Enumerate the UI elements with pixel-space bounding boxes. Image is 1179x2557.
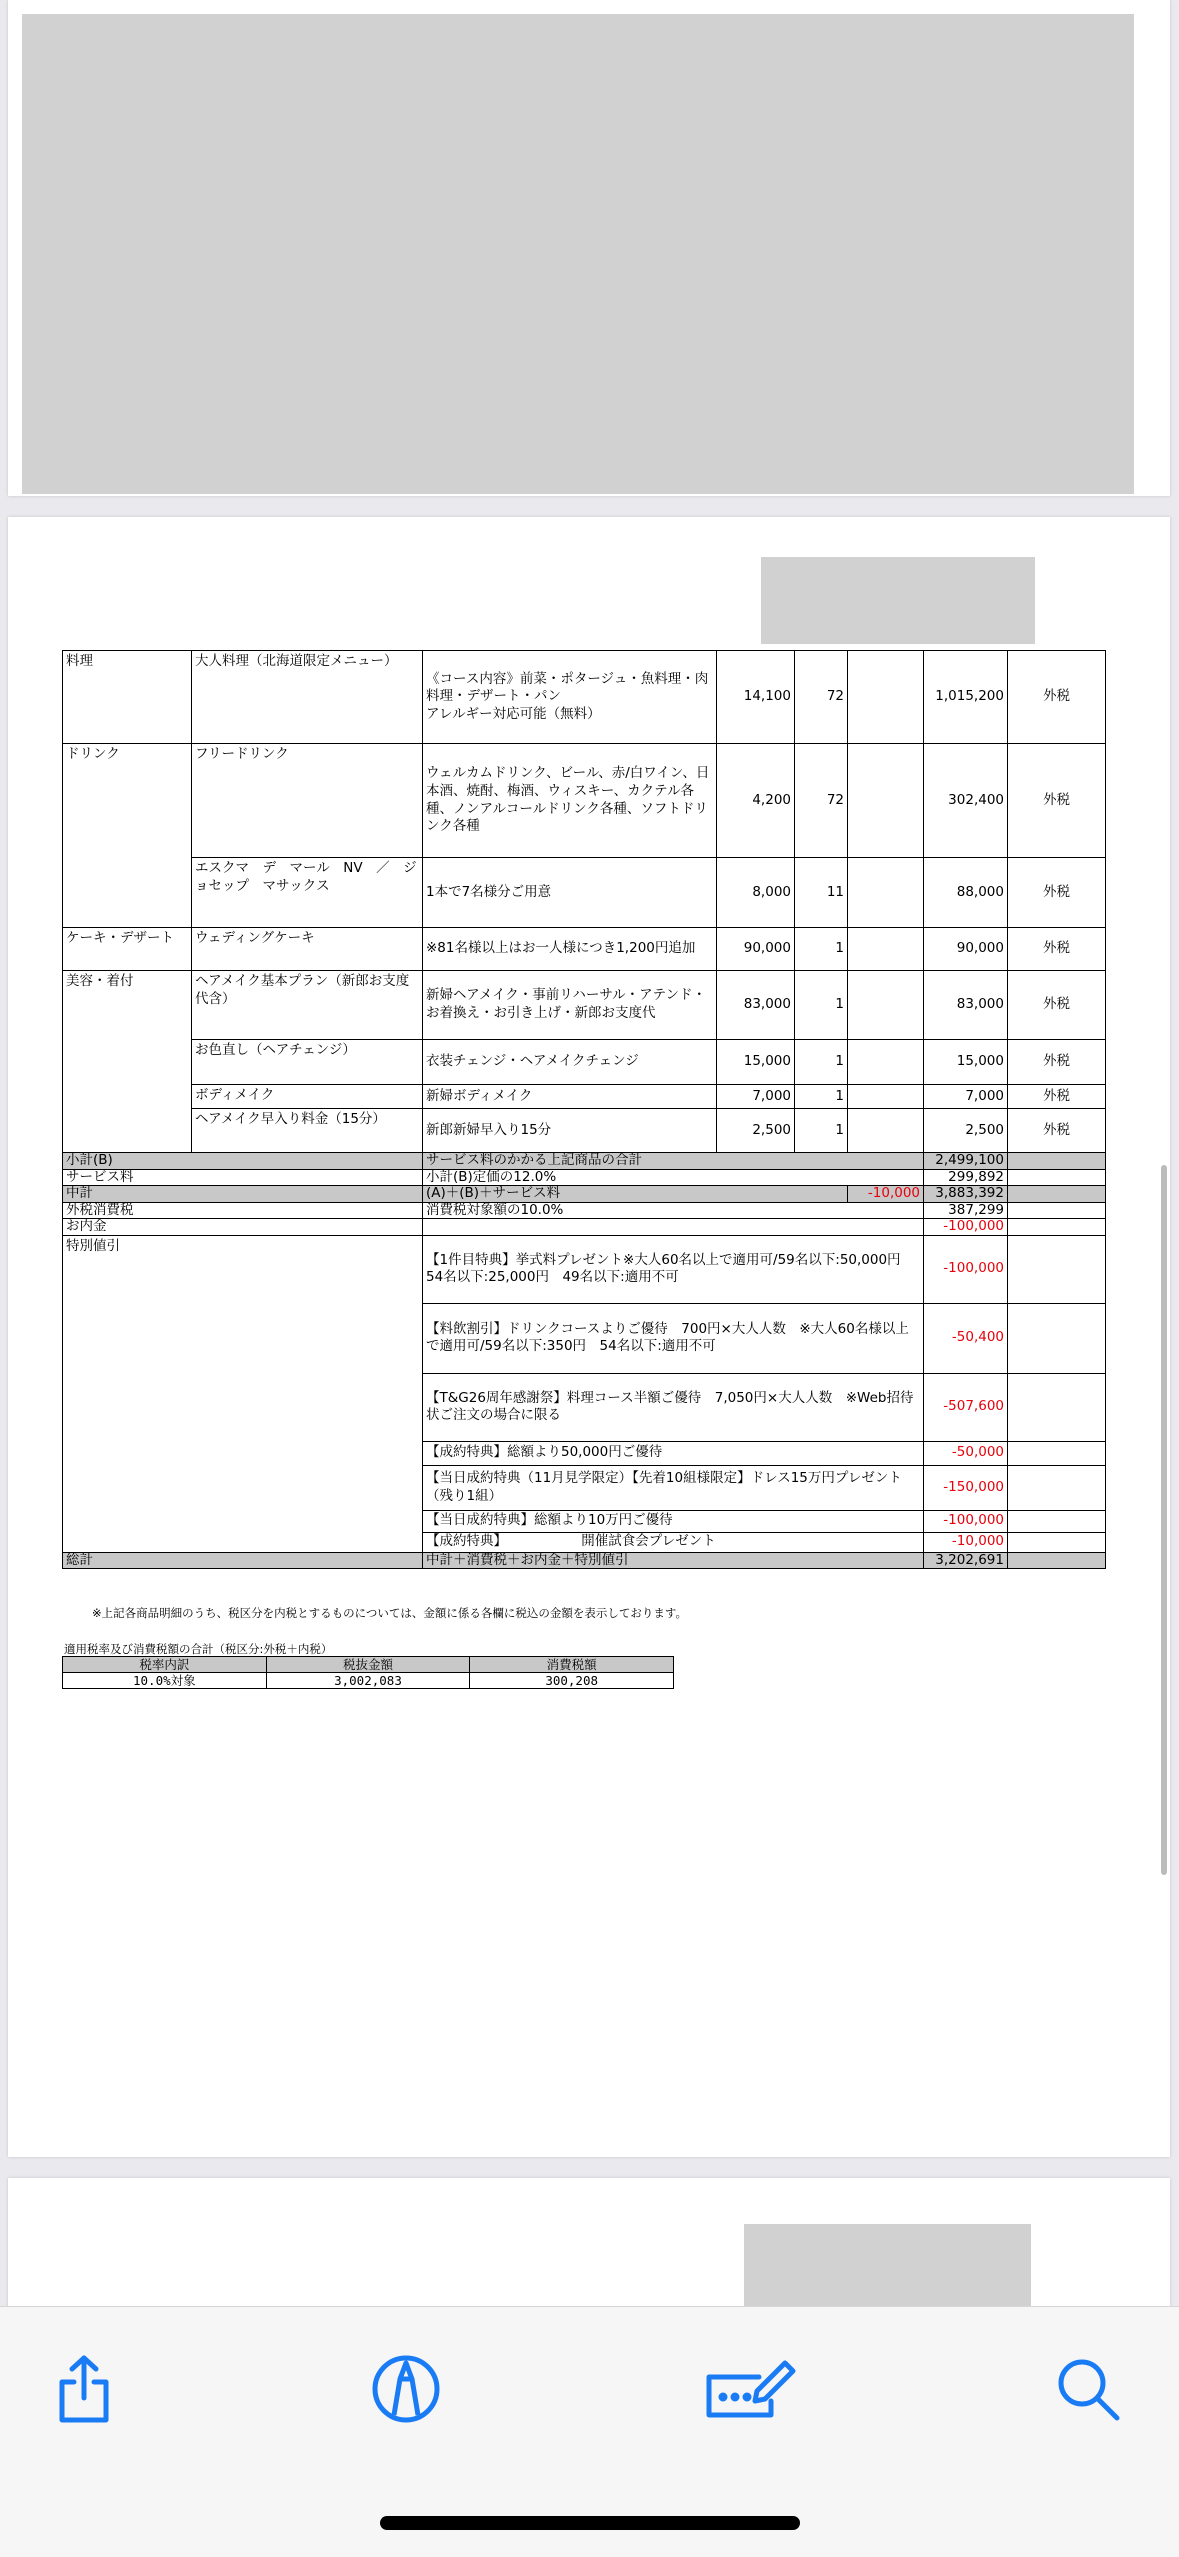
amount-cell: 1,015,200 [924,651,1008,744]
amount-cell: 88,000 [924,858,1008,928]
tax-excluded-amount-cell: 3,002,083 [266,1673,470,1689]
special-discount-label: 特別値引 [63,1235,423,1552]
category-cell: ドリンク [63,744,192,928]
redacted-block [761,557,1035,644]
subtotal-amount: 2,499,100 [924,1153,1008,1170]
discount-amount: -50,400 [924,1303,1008,1373]
tax-summary-header-cell: 消費税額 [470,1657,674,1673]
estimate-table [62,650,1106,1569]
tax-rate-cell: 10.0%対象 [63,1673,267,1689]
discount-desc: 【T&G26周年感謝祭】料理コース半額ご優待 7,050円×大人人数 ※Web招待状ご注文の場合に限る [423,1373,924,1441]
service-amount: 299,892 [924,1169,1008,1186]
grand-total-amount: 3,202,691 [924,1552,1008,1569]
tax-type-cell: 外税 [1008,1085,1106,1109]
redacted-block [22,14,1134,494]
service-row [63,1169,1106,1186]
tax-amount-cell: 300,208 [470,1673,674,1689]
unit-price-cell: 90,000 [717,928,795,971]
quantity-cell: 1 [795,971,848,1040]
subtotal-label: 小計(B) [63,1153,423,1170]
midtotal-desc: (A)＋(B)＋サービス料 [423,1186,848,1203]
home-indicator[interactable] [380,2516,800,2530]
unit-price-cell: 2,500 [717,1109,795,1153]
discount-cell [848,744,924,858]
deposit-row [63,1219,1106,1236]
table-row [63,744,1106,858]
markup-icon [370,2353,442,2425]
consumption-tax-amount: 387,299 [924,1202,1008,1219]
description-cell: 1本で7名様分ご用意 [423,858,717,928]
tax-summary-header-cell: 税抜金額 [266,1657,470,1673]
category-cell: ケーキ・デザート [63,928,192,971]
table-row [63,928,1106,971]
search-icon [1054,2355,1122,2423]
quantity-cell: 1 [795,1109,848,1153]
grand-total-row [63,1552,1106,1569]
table-row [63,971,1106,1040]
tax-summary-table [62,1656,674,1689]
discount-cell [848,971,924,1040]
share-button[interactable] [44,2349,124,2429]
quantity-cell: 1 [795,928,848,971]
tax-summary-row [63,1673,674,1689]
discount-amount: -100,000 [924,1510,1008,1532]
tax-type-cell: 外税 [1008,971,1106,1040]
description-cell: 新婦ヘアメイク・事前リハーサル・アテンド・お着換え・お引き上げ・新郎お支度代 [423,971,717,1040]
quantity-cell: 72 [795,651,848,744]
tax-type-cell: 外税 [1008,744,1106,858]
description-cell: 衣装チェンジ・ヘアメイクチェンジ [423,1040,717,1085]
tax-summary-header [63,1657,674,1673]
midtotal-row [63,1186,1106,1203]
deposit-label: お内金 [63,1219,423,1236]
discount-cell [848,858,924,928]
vertical-scrollbar[interactable] [1161,1165,1167,1875]
discount-cell [848,1109,924,1153]
quantity-cell: 1 [795,1040,848,1085]
item-name-cell: ヘアメイク基本プラン（新郎お支度代含） [192,971,423,1040]
quantity-cell: 11 [795,858,848,928]
discount-desc: 【成約特典】 開催試食会プレゼント [423,1532,924,1552]
item-name-cell: ボディメイク [192,1085,423,1109]
amount-cell: 83,000 [924,971,1008,1040]
discount-cell [848,1085,924,1109]
discount-amount: -507,600 [924,1373,1008,1441]
discount-desc: 【当日成約特典】総額より10万円ご優待 [423,1510,924,1532]
midtotal-discount: -10,000 [848,1186,924,1203]
markup-button[interactable] [366,2349,446,2429]
description-cell: ウェルカムドリンク、ビール、赤/白ワイン、日本酒、焼酎、梅酒、ウィスキー、カクテル各種、ノンアルコールドリンク各種、ソフトドリンク各種 [423,744,717,858]
table-row [63,1085,1106,1109]
amount-cell: 302,400 [924,744,1008,858]
tax-type-cell: 外税 [1008,1109,1106,1153]
unit-price-cell: 8,000 [717,858,795,928]
description-cell: 《コース内容》前菜・ポタージュ・魚料理・肉料理・デザート・パン アレルギー対応可能（無料） [423,651,717,744]
consumption-tax-row [63,1202,1106,1219]
item-name-cell: ヘアメイク早入り料金（15分） [192,1109,423,1153]
item-name-cell: フリードリンク [192,744,423,858]
discount-amount: -100,000 [924,1235,1008,1303]
table-row [63,651,1106,744]
consumption-tax-desc: 消費税対象額の10.0% [423,1202,924,1219]
share-icon [52,2354,116,2424]
category-cell: 料理 [63,651,192,744]
description-cell: 新婦ボディメイク [423,1085,717,1109]
unit-price-cell: 83,000 [717,971,795,1040]
description-cell: 新郎新婦早入り15分 [423,1109,717,1153]
service-label: サービス料 [63,1169,423,1186]
quantity-cell: 72 [795,744,848,858]
table-row [63,858,1106,928]
discount-desc: 【成約特典】総額より50,000円ご優待 [423,1441,924,1465]
discount-amount: -50,000 [924,1441,1008,1465]
special-discount-row [63,1235,1106,1303]
tax-type-cell: 外税 [1008,858,1106,928]
next-page [8,2178,1170,2318]
item-name-cell: エスクマ デ マール NV ／ ジョセップ マサックス [192,858,423,928]
item-name-cell: 大人料理（北海道限定メニュー） [192,651,423,744]
subtotal-desc: サービス料のかかる上記商品の合計 [423,1153,924,1170]
consumption-tax-label: 外税消費税 [63,1202,423,1219]
table-row [63,1109,1106,1153]
service-desc: 小計(B)定価の12.0% [423,1169,924,1186]
discount-desc: 【1件目特典】挙式料プレゼント※大人60名以上で適用可/59名以下:50,000円 54名以下:25,000円 49名以下:適用不可 [423,1235,924,1303]
item-name-cell: お色直し（ヘアチェンジ） [192,1040,423,1085]
discount-cell [848,928,924,971]
grand-total-label: 総計 [63,1552,423,1569]
grand-total-desc: 中計＋消費税＋お内金＋特別値引 [423,1552,924,1569]
description-cell: ※81名様以上はお一人様につき1,200円追加 [423,928,717,971]
search-button[interactable] [1048,2349,1128,2429]
amount-cell: 90,000 [924,928,1008,971]
discount-cell [848,1040,924,1085]
quantity-cell: 1 [795,1085,848,1109]
unit-price-cell: 15,000 [717,1040,795,1085]
category-cell: 美容・着付 [63,971,192,1153]
amount-cell: 2,500 [924,1109,1008,1153]
signature-button[interactable] [700,2349,800,2429]
unit-price-cell: 14,100 [717,651,795,744]
tax-type-cell: 外税 [1008,651,1106,744]
amount-cell: 7,000 [924,1085,1008,1109]
signature-icon [701,2357,799,2421]
tax-type-cell: 外税 [1008,1040,1106,1085]
item-name-cell: ウェディングケーキ [192,928,423,971]
amount-cell: 15,000 [924,1040,1008,1085]
discount-desc: 【当日成約特典（11月見学限定）【先着10組様限定】ドレス15万円プレゼント（残り1組） [423,1465,924,1510]
tax-type-cell: 外税 [1008,928,1106,971]
subtotal-row [63,1153,1106,1170]
discount-desc: 【料飲割引】ドリンクコースよりご優待 700円×大人人数 ※大人60名様以上で適用可/59名以下:350円 54名以下:適用不可 [423,1303,924,1373]
tax-summary-caption: 適用税率及び消費税額の合計（税区分:外税＋内税） [64,1642,333,1656]
deposit-amount: -100,000 [924,1219,1008,1236]
previous-page [8,0,1170,496]
discount-amount: -10,000 [924,1532,1008,1552]
unit-price-cell: 4,200 [717,744,795,858]
table-row [63,1040,1106,1085]
unit-price-cell: 7,000 [717,1085,795,1109]
midtotal-label: 中計 [63,1186,423,1203]
discount-cell [848,651,924,744]
tax-summary-header-cell: 税率内訳 [63,1657,267,1673]
discount-amount: -150,000 [924,1465,1008,1510]
midtotal-amount: 3,883,392 [924,1186,1008,1203]
tax-note: ※上記各商品明細のうち、税区分を内税とするものについては、金額に係る各欄に税込の金額を表示しております。 [92,1606,687,1620]
